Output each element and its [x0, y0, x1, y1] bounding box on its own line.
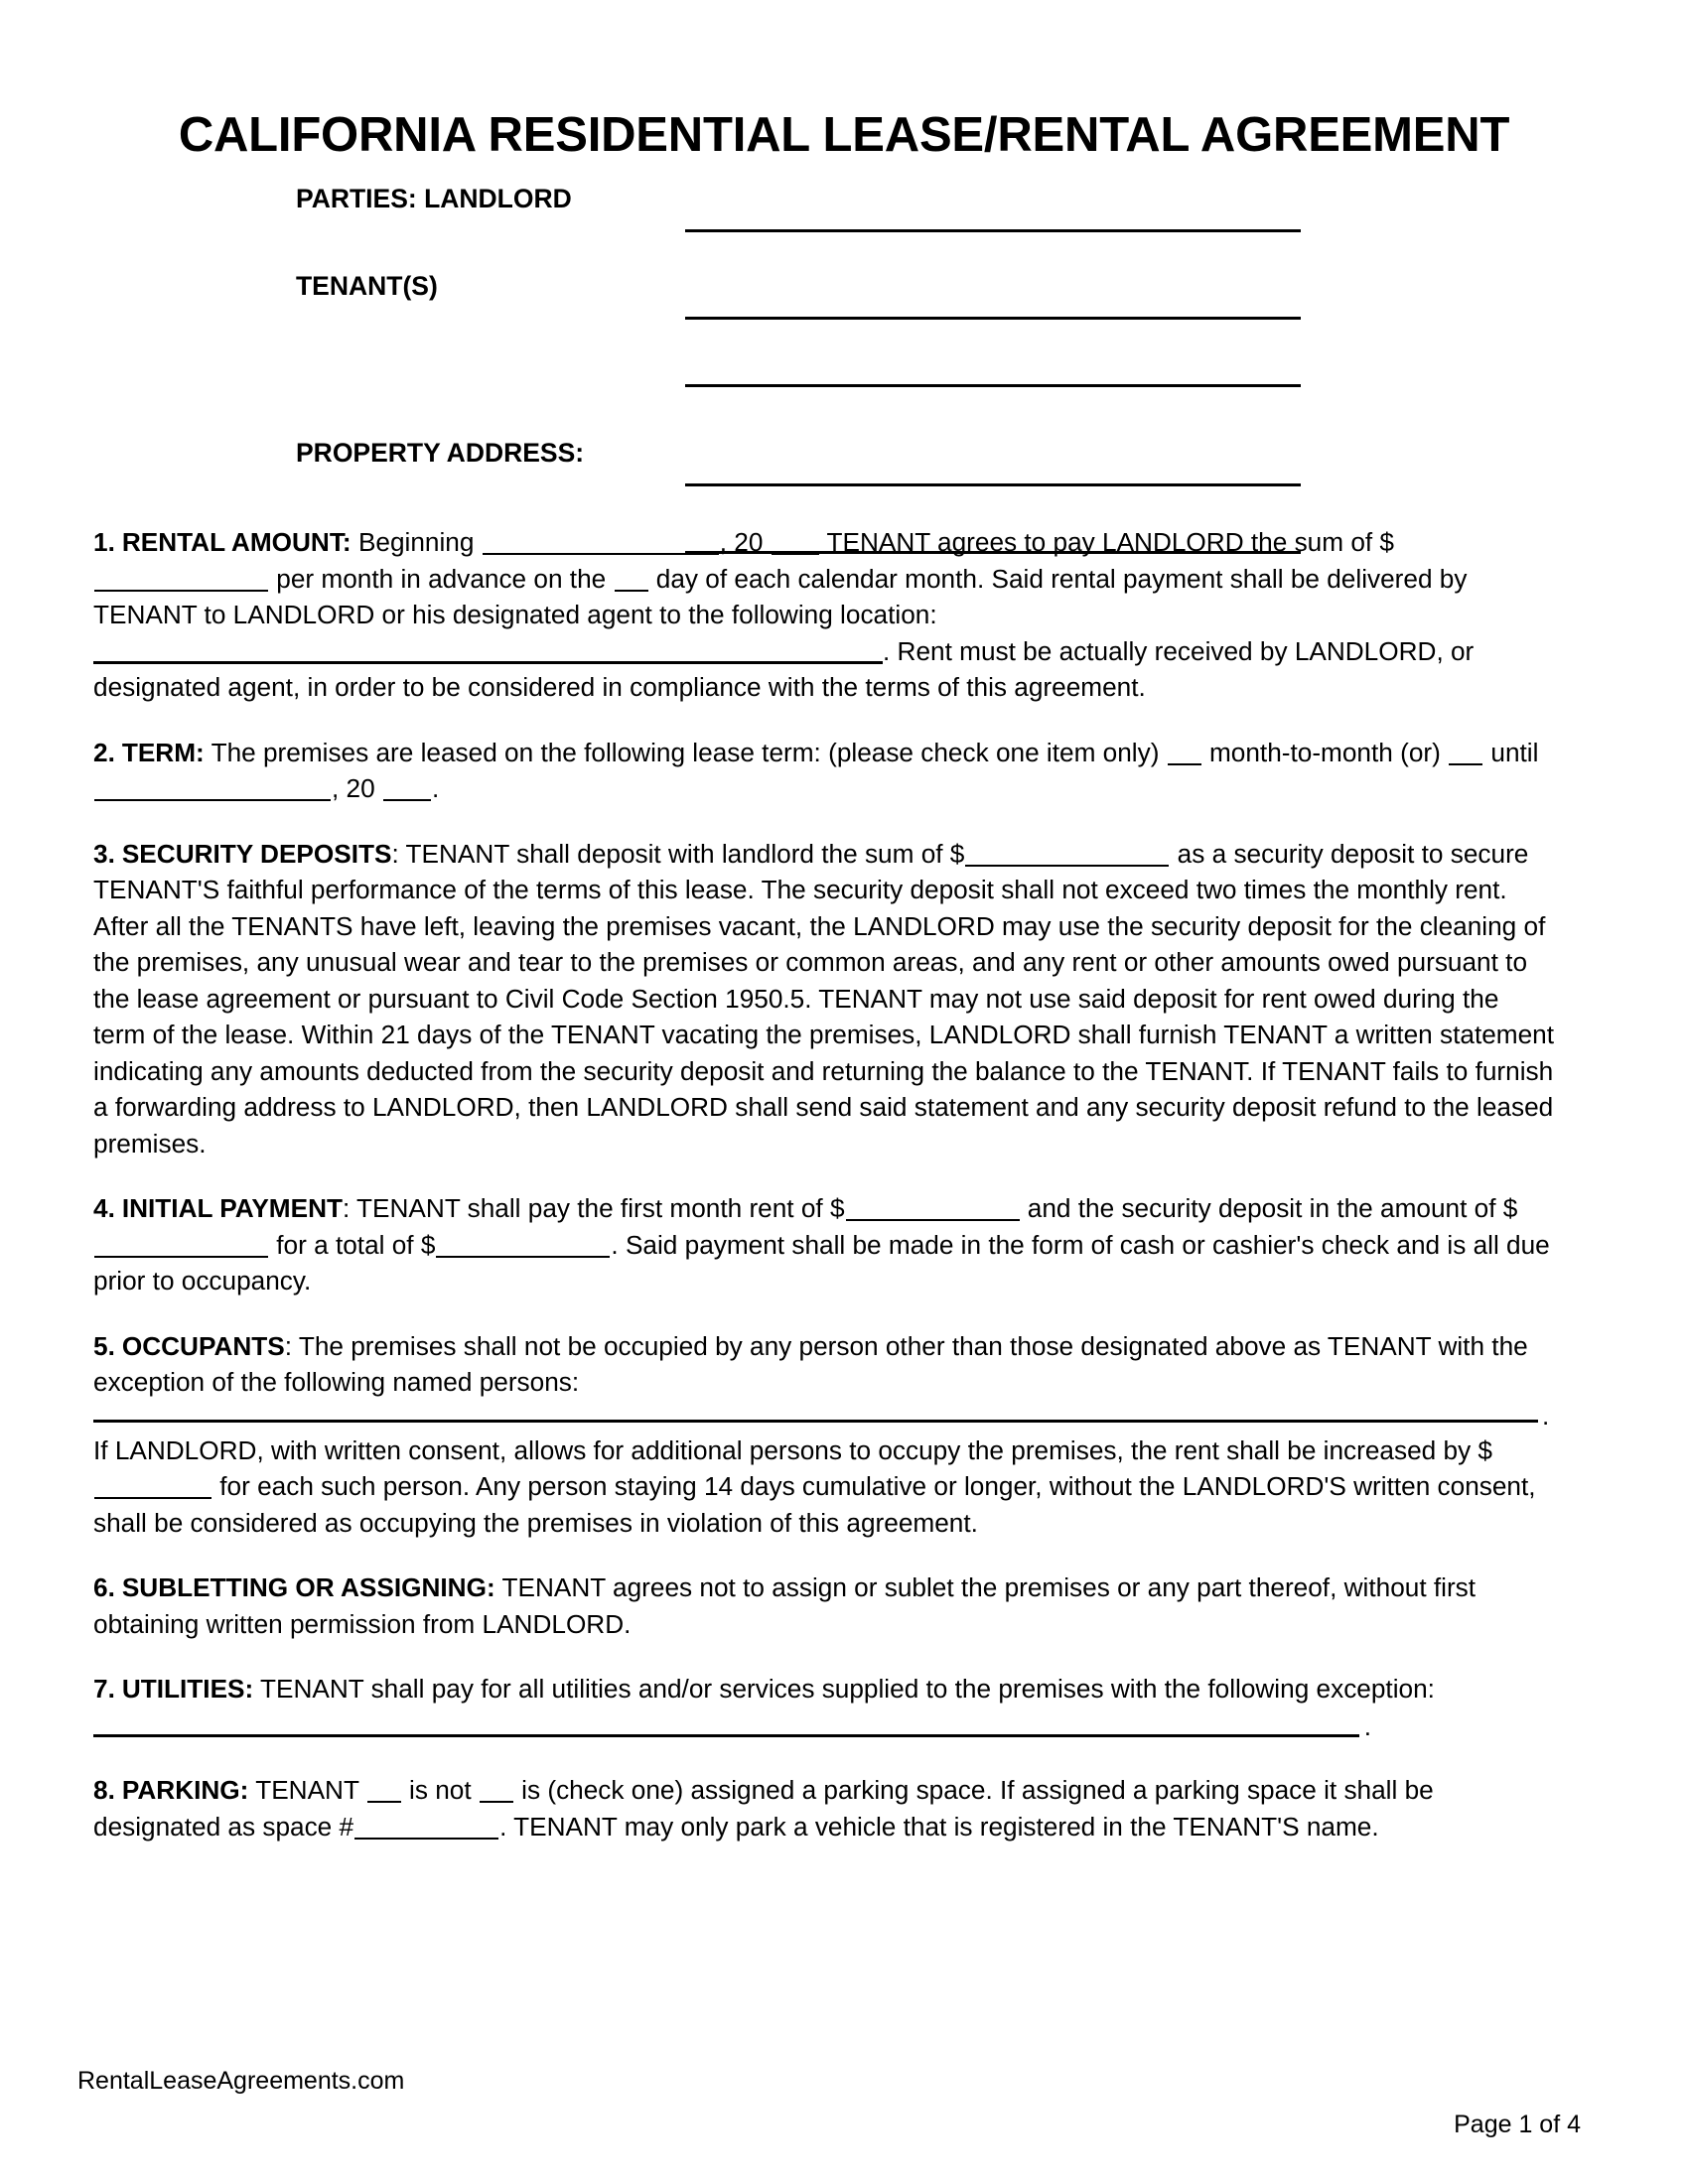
clause-1-text-6: . Rent must be actually received by LANDLORD, or designated agent, in order to be considered in compliance with the terms of this agreement. — [93, 635, 1475, 702]
landlord-name-blank[interactable] — [685, 229, 1301, 232]
property-address-row — [0, 372, 1688, 491]
rental-begin-date-blank[interactable] — [483, 534, 719, 555]
clause-8-text-2: is not — [401, 1775, 479, 1805]
clause-4-number: 4. — [93, 1193, 115, 1223]
clause-occupants — [93, 1328, 1555, 1401]
clause-6-number: 6. — [93, 1572, 115, 1602]
clause-1-text-2: , 20 — [719, 527, 771, 557]
parking-is-not-checkbox-blank[interactable] — [367, 1782, 401, 1803]
clause-5-text-2: If LANDLORD, with written consent, allows for additional persons to occupy the premises, the rent shall be increased by $ — [93, 1434, 1492, 1465]
clause-3-number: 3. — [93, 838, 115, 869]
landlord-label: PARTIES: LANDLORD — [296, 184, 572, 213]
clause-subletting — [93, 1570, 1555, 1642]
rental-begin-year-blank[interactable] — [772, 534, 819, 555]
tenant-row — [0, 255, 1688, 372]
clause-3-text-1: : TENANT shall deposit with landlord the sum of $ — [391, 838, 965, 869]
clause-2-text-1: The premises are leased on the following lease term: (please check one item only) — [204, 737, 1167, 767]
initial-security-deposit-blank[interactable] — [94, 1237, 268, 1258]
occupants-period: . — [1542, 1400, 1550, 1431]
clause-2-heading: TERM: — [121, 737, 205, 767]
clause-2-number: 2. — [93, 737, 115, 767]
clause-8-text-4: . TENANT may only park a vehicle that is registered in the TENANT'S name. — [499, 1811, 1379, 1842]
clause-1-heading: RENTAL AMOUNT: — [121, 527, 352, 557]
occupants-names-blank-row — [93, 1401, 1555, 1431]
tenant-label: TENANT(S) — [296, 271, 438, 301]
parking-is-checkbox-blank[interactable] — [480, 1782, 513, 1803]
tenant-name-blank-1[interactable] — [685, 317, 1301, 320]
landlord-row — [0, 184, 1688, 255]
clause-7-heading: UTILITIES: — [121, 1674, 254, 1704]
page-title: CALIFORNIA RESIDENTIAL LEASE/RENTAL AGREEMENT — [178, 107, 1510, 162]
clause-4-text-4: . Said payment shall be made in the form of cash or cashier's check and is all due prior to occupancy. — [93, 1229, 1550, 1296]
footer-page-number: Page 1 of 4 — [1454, 2111, 1581, 2138]
clause-1-text-1: Beginning — [351, 527, 482, 557]
clause-8-text-3: is (check one) assigned a parking space. If assigned a parking space it shall be designated as space # — [93, 1775, 1434, 1842]
utilities-exception-blank-wrap — [93, 1711, 1371, 1741]
clause-rental-amount — [93, 524, 1555, 706]
clause-5-text-3: for each such person. Any person staying 14 days cumulative or longer, without the LANDLORD'S written consent, shall be considered as occupying the premises in violation of this agreement. — [93, 1471, 1536, 1538]
utilities-exception-blank[interactable] — [93, 1718, 1359, 1737]
clause-2-text-5: . — [431, 773, 440, 803]
rental-due-day-blank[interactable] — [615, 571, 648, 592]
clause-6-text-1: TENANT agrees not to assign or sublet the premises or any part thereof, without first obtaining written permission from LANDLORD. — [93, 1572, 1477, 1639]
clause-8-number: 8. — [93, 1775, 115, 1805]
clause-8-text-1: TENANT — [248, 1775, 366, 1805]
clause-parking — [93, 1772, 1555, 1844]
clause-occupants-continued — [93, 1433, 1555, 1542]
initial-total-blank[interactable] — [436, 1237, 610, 1258]
clause-4-text-3: for a total of $ — [269, 1229, 436, 1260]
clause-4-heading: INITIAL PAYMENT — [121, 1193, 343, 1223]
property-address-label: PROPERTY ADDRESS: — [296, 438, 585, 468]
initial-first-month-rent-blank[interactable] — [846, 1200, 1020, 1221]
footer-site-name: RentalLeaseAgreements.com — [77, 2067, 405, 2095]
clause-3-text-2: as a security deposit to secure TENANT'S faithful performance of the terms of this lease. The security deposit shall not exceed two times the monthly rent. After all the TENANTS have left, leaving the premises vacant, the LANDLORD may use the security deposit for the cleaning of the premises, any unusual wear and tear to the premises or common areas, and any rent or other amounts owed pursuant to the lease agreement or pursuant to Civil Code Section 1950.5. TENANT may not use said deposit for rent owed during the term of the lease. Within 21 days of the TENANT vacating the premises, LANDLORD shall furnish TENANT a written statement indicating any amounts deducted from the security deposit and returning the balance to the TENANT. If TENANT fails to furnish a forwarding address to LANDLORD, then LANDLORD shall send said statement and any security deposit refund to the leased premises. — [93, 838, 1554, 1159]
clause-1-text-4: per month in advance on the — [269, 563, 614, 594]
property-address-blank-1[interactable] — [685, 483, 1301, 486]
clause-5-text-1: : The premises shall not be occupied by any person other than those designated above as TENANT with the exception of the following named persons: — [93, 1330, 1528, 1397]
term-fixed-checkbox-blank[interactable] — [1449, 745, 1482, 765]
parking-space-number-blank[interactable] — [354, 1819, 498, 1840]
term-month-to-month-checkbox-blank[interactable] — [1168, 745, 1201, 765]
clause-5-heading: OCCUPANTS — [121, 1330, 285, 1361]
security-deposit-amount-blank[interactable] — [965, 846, 1169, 867]
rental-monthly-amount-blank[interactable] — [94, 571, 268, 592]
rental-payment-location-blank[interactable] — [93, 644, 883, 664]
clause-2-text-2: month-to-month (or) — [1201, 737, 1449, 767]
clauses-container — [93, 524, 1555, 1844]
clause-3-heading: SECURITY DEPOSITS — [121, 838, 392, 869]
clause-term — [93, 735, 1555, 807]
clause-2-text-4: , 20 — [332, 773, 382, 803]
clause-1-number: 1. — [93, 527, 115, 557]
clause-2-text-3: until — [1483, 737, 1539, 767]
clause-4-text-2: and the security deposit in the amount of $ — [1020, 1193, 1518, 1223]
clause-initial-payment — [93, 1190, 1555, 1299]
clause-7-number: 7. — [93, 1674, 115, 1704]
clause-utilities — [93, 1671, 1555, 1743]
occupants-extra-rent-blank[interactable] — [94, 1478, 211, 1499]
clause-1-text-3: TENANT agrees to pay LANDLORD the sum of $ — [819, 527, 1394, 557]
parties-block — [0, 184, 1688, 491]
clause-5-number: 5. — [93, 1330, 115, 1361]
clause-security-deposits — [93, 836, 1555, 1162]
clause-4-text-1: : TENANT shall pay the first month rent of $ — [342, 1193, 845, 1223]
occupants-names-blank[interactable] — [93, 1420, 1538, 1423]
clause-7-text-1: TENANT shall pay for all utilities and/or services supplied to the premises with the following exception: — [253, 1674, 1435, 1704]
term-end-year-blank[interactable] — [383, 780, 431, 801]
clause-1-text-5: day of each calendar month. Said rental payment shall be delivered by TENANT to LANDLORD or his designated agent to the following location: — [93, 563, 1468, 629]
term-end-date-blank[interactable] — [94, 780, 331, 801]
page-footer — [0, 2067, 1688, 2138]
utilities-period: . — [1363, 1711, 1371, 1741]
clause-6-heading: SUBLETTING OR ASSIGNING: — [121, 1572, 495, 1602]
clause-8-heading: PARKING: — [121, 1775, 249, 1805]
